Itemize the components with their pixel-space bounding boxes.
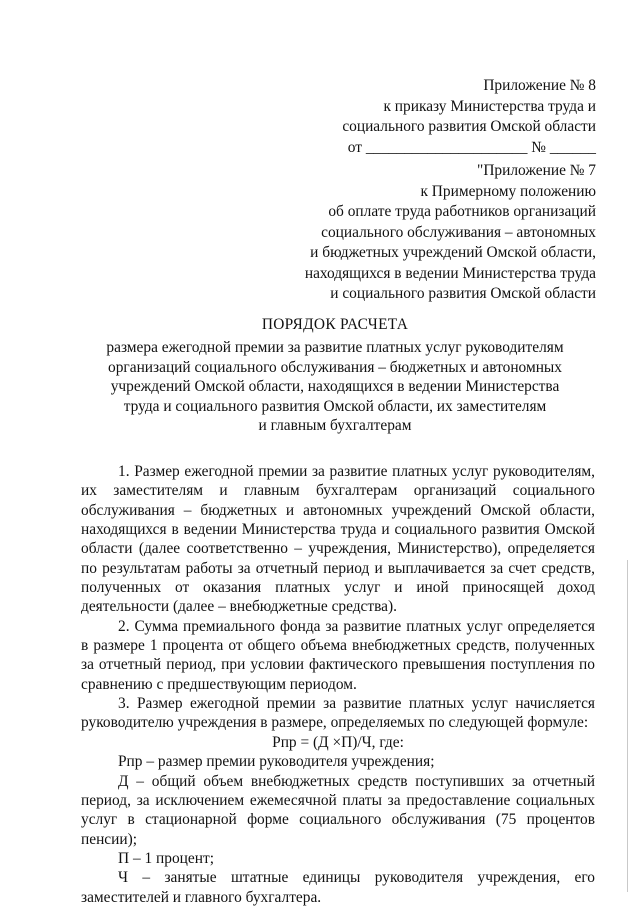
subtitle-line: труда и социального развития Омской области, их заместителям [123, 397, 547, 415]
paragraph-2: 2. Сумма премиального фонда за развитие платных услуг определяется в размере 1 процента от общего объема внебюджетных средств, полученных за отчетный период, при условии фактического превышения поступления по сравнению с предшествующим периодом. [81, 617, 595, 693]
annex-line: и социального развития Омской области [330, 285, 596, 302]
definition-p: П – 1 процент; [118, 849, 214, 867]
definition-d: Д – общий объем внебюджетных средств поступивших за отчетный период, за исключением ежемесячной платы за предоставление социальных услуг в стационарной форме социального обслуживания (75 процентов пенсии); [81, 772, 595, 848]
title-block [70, 315, 600, 436]
subtitle-line: размера ежегодной премии за развитие платных услуг руководителям [106, 339, 564, 356]
annex-line: социального обслуживания – автономных [321, 223, 596, 241]
annex-line: Приложение № 8 [483, 77, 596, 94]
annex-header-8 [342, 76, 596, 158]
annex-line: к приказу Министерства труда и [383, 97, 596, 115]
document-body [81, 462, 595, 907]
formula: Рпр = (Д ×П)/Ч, где: [272, 733, 404, 751]
annex-line: находящихся в ведении Министерства труда [304, 264, 596, 282]
paragraph-3: 3. Размер ежегодной премии за развитие платных услуг начисляется руководителю учреждения в размере, определяемых по следующей формуле: [81, 695, 595, 732]
annex-header-7 [305, 161, 596, 305]
annex-line: "Приложение № 7 [477, 162, 596, 179]
subtitle-line: учреждений Омской области, находящихся в ведении Министерства [110, 378, 560, 396]
scan-edge-line [627, 560, 628, 892]
subtitle-line: организаций социального обслуживания – бюджетных и автономных [108, 358, 562, 376]
annex-line: социального развития Омской области [342, 118, 596, 135]
definition-rpr: Рпр – размер премии руководителя учреждения; [118, 753, 435, 771]
document-subtitle [70, 338, 600, 436]
annex-line: от _____________________ № ______ [347, 138, 596, 156]
paragraph-1: 1. Размер ежегодной премии за развитие платных услуг руководителям, их заместителям и главным бухгалтерам организаций социального обслуживания – бюджетных и автономных учреждений Омской области, находящихся в ведении Министерства труда и социального развития Омской области (далее соответственно – учреждения, Министерство), определяется по результатам работы за отчетный период и выплачивается за счет средств, полученных от оказания платных услуг и иной приносящей доход деятельности (далее – внебюджетные средства). [81, 463, 595, 616]
annex-line: об оплате труда работников организаций [328, 203, 596, 220]
annex-line: к Примерному положению [420, 182, 596, 200]
annex-line: и бюджетных учреждений Омской области, [310, 244, 596, 261]
subtitle-line: и главным бухгалтерам [258, 417, 412, 435]
definition-ch: Ч – занятые штатные единицы руководителя учреждения, его заместителей и главного бухгалтера. [81, 869, 595, 906]
document-title: ПОРЯДОК РАСЧЕТА [261, 316, 409, 333]
